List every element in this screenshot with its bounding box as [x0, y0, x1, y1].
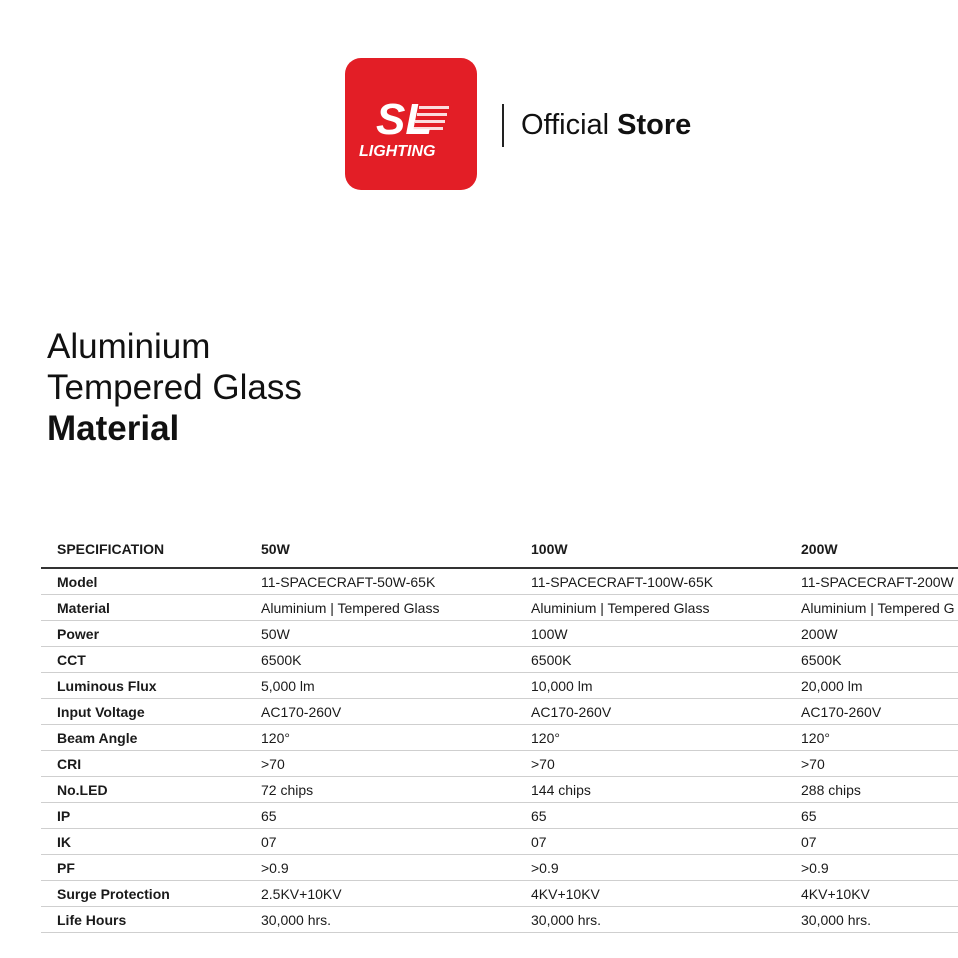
table-cell: 288 chips: [785, 777, 958, 803]
table-cell: 07: [515, 829, 785, 855]
row-label: Surge Protection: [41, 881, 245, 907]
table-row: [41, 881, 958, 907]
logo-mark: [345, 58, 477, 190]
table-cell: 4KV+10KV: [785, 881, 958, 907]
table-row: [41, 725, 958, 751]
material-line-tempered-glass: Tempered Glass: [47, 368, 302, 407]
table-cell: Aluminium | Tempered Glass: [245, 595, 515, 621]
table-row: [41, 829, 958, 855]
spec-table-header: [41, 531, 958, 568]
table-cell: Aluminium | Tempered Glass: [515, 595, 785, 621]
table-cell: 50W: [245, 621, 515, 647]
table-cell: >0.9: [245, 855, 515, 881]
table-row: [41, 907, 958, 933]
table-cell: >0.9: [785, 855, 958, 881]
table-row: [41, 777, 958, 803]
header-200w: 200W: [785, 531, 958, 568]
row-label: Beam Angle: [41, 725, 245, 751]
header-row: [41, 531, 958, 568]
table-cell: 144 chips: [515, 777, 785, 803]
table-cell: 65: [515, 803, 785, 829]
table-cell: 72 chips: [245, 777, 515, 803]
table-cell: 65: [785, 803, 958, 829]
table-row: [41, 803, 958, 829]
row-label: IP: [41, 803, 245, 829]
row-label: CCT: [41, 647, 245, 673]
brand-divider: [502, 104, 504, 147]
logo-sl-text: SL: [376, 95, 433, 144]
table-cell: AC170-260V: [785, 699, 958, 725]
row-label: No.LED: [41, 777, 245, 803]
table-cell: 11-SPACECRAFT-200W: [785, 568, 958, 595]
table-cell: 20,000 lm: [785, 673, 958, 699]
table-cell: 4KV+10KV: [515, 881, 785, 907]
table-cell: 07: [785, 829, 958, 855]
table-cell: AC170-260V: [515, 699, 785, 725]
table-cell: 2.5KV+10KV: [245, 881, 515, 907]
row-label: Life Hours: [41, 907, 245, 933]
table-row: [41, 621, 958, 647]
table-cell: 65: [245, 803, 515, 829]
table-cell: >70: [515, 751, 785, 777]
row-label: CRI: [41, 751, 245, 777]
table-row: [41, 568, 958, 595]
table-cell: 100W: [515, 621, 785, 647]
store-title-light: Official: [521, 109, 610, 141]
logo-lighting-text: LIGHTING: [359, 143, 436, 160]
table-cell: 30,000 hrs.: [515, 907, 785, 933]
spec-table-body: [41, 568, 958, 933]
table-cell: 11-SPACECRAFT-100W-65K: [515, 568, 785, 595]
table-cell: 5,000 lm: [245, 673, 515, 699]
header-100w: 100W: [515, 531, 785, 568]
table-row: [41, 647, 958, 673]
table-cell: 6500K: [245, 647, 515, 673]
table-cell: >0.9: [515, 855, 785, 881]
row-label: IK: [41, 829, 245, 855]
bottom-crop: [0, 944, 958, 958]
row-label: Input Voltage: [41, 699, 245, 725]
table-cell: 30,000 hrs.: [245, 907, 515, 933]
row-label: Power: [41, 621, 245, 647]
table-cell: Aluminium | Tempered G: [785, 595, 958, 621]
specification-table: [41, 531, 958, 933]
material-heading: Material: [47, 409, 180, 448]
table-cell: >70: [245, 751, 515, 777]
table-cell: 30,000 hrs.: [785, 907, 958, 933]
store-title-bold: Store: [617, 109, 692, 141]
table-row: [41, 595, 958, 621]
row-label: Luminous Flux: [41, 673, 245, 699]
table-row: [41, 751, 958, 777]
table-row: [41, 699, 958, 725]
table-cell: 200W: [785, 621, 958, 647]
table-cell: 07: [245, 829, 515, 855]
official-store-title: [521, 107, 691, 143]
row-label: Material: [41, 595, 245, 621]
table-cell: 6500K: [515, 647, 785, 673]
table-cell: >70: [785, 751, 958, 777]
brand-logo: [345, 58, 477, 190]
table-cell: 6500K: [785, 647, 958, 673]
material-section: [47, 326, 302, 449]
header-specification: SPECIFICATION: [41, 531, 245, 568]
material-line-aluminium: Aluminium: [47, 327, 211, 366]
table-cell: 120°: [785, 725, 958, 751]
row-label: Model: [41, 568, 245, 595]
table-row: [41, 855, 958, 881]
table-cell: 11-SPACECRAFT-50W-65K: [245, 568, 515, 595]
table-cell: 10,000 lm: [515, 673, 785, 699]
table-row: [41, 673, 958, 699]
row-label: PF: [41, 855, 245, 881]
table-cell: AC170-260V: [245, 699, 515, 725]
table-cell: 120°: [245, 725, 515, 751]
table-cell: 120°: [515, 725, 785, 751]
header-50w: 50W: [245, 531, 515, 568]
